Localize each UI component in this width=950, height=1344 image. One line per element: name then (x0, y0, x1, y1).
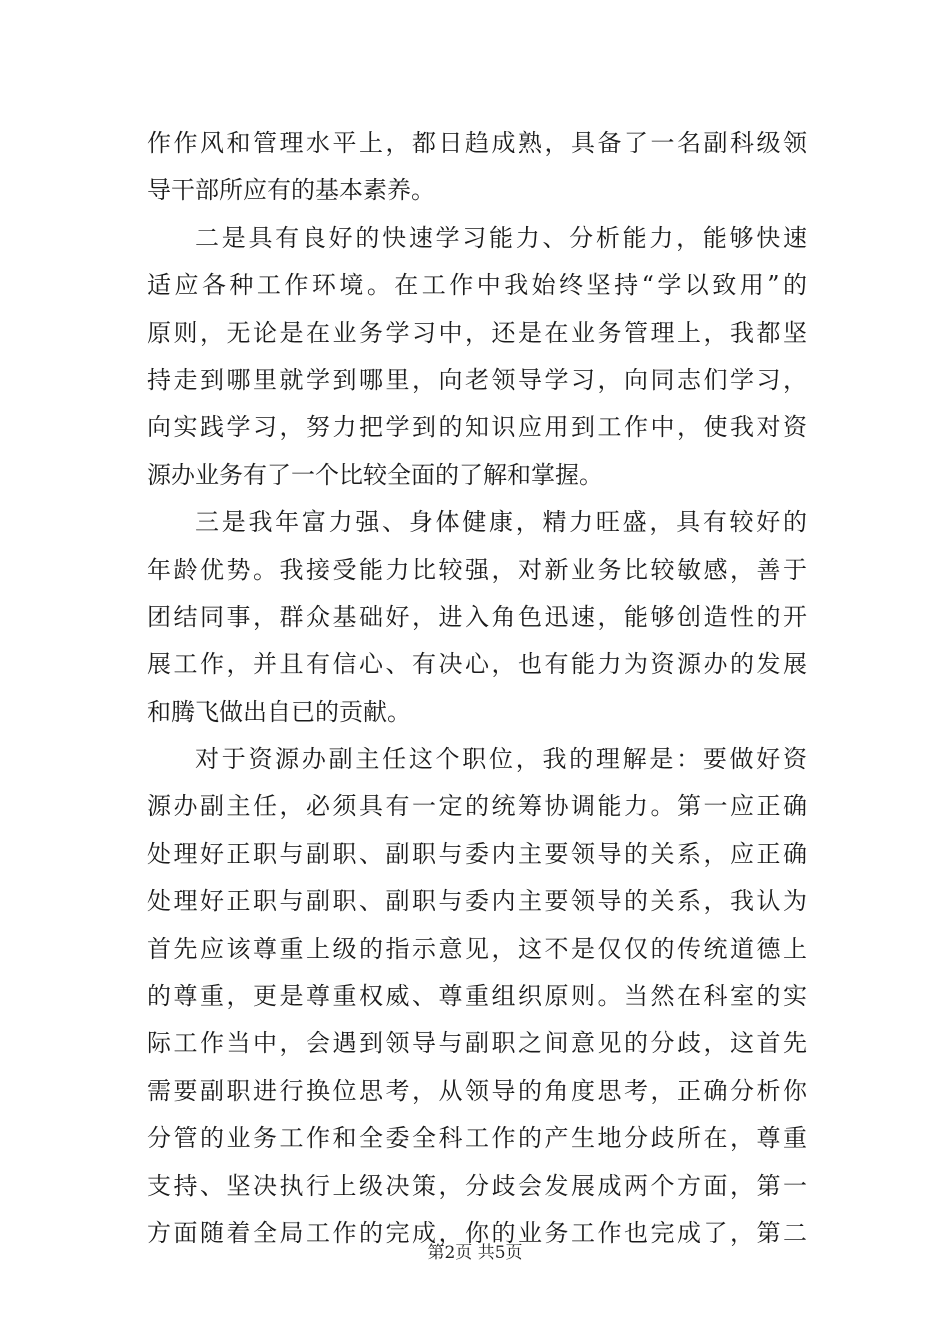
text-line: 持走到哪里就学到哪里，向老领导学习，向同志们学习， (147, 365, 807, 394)
document-body (147, 120, 807, 1257)
text-line: 团结同事，群众基础好，进入角色迅速，能够创造性的开 (147, 602, 807, 631)
text-line: 的尊重，更是尊重权威、尊重组织原则。当然在科室的实 (147, 982, 807, 1011)
text-line: 年龄优势。我接受能力比较强，对新业务比较敏感，善于 (147, 555, 807, 584)
text-line: 导干部所应有的基本素养。 (147, 176, 435, 205)
text-line: 际工作当中，会遇到领导与副职之间意见的分歧，这首先 (147, 1029, 807, 1058)
text-line: 方面随着全局工作的完成，你的业务工作也完成了，第二 (147, 1218, 807, 1247)
text-line: 需要副职进行换位思考，从领导的角度思考，正确分析你 (147, 1076, 807, 1105)
text-line: 原则，无论是在业务学习中，还是在业务管理上，我都坚 (147, 318, 807, 347)
text-line: 分管的业务工作和全委全科工作的产生地分歧所在，尊重 (147, 1124, 807, 1153)
text-line: 首先应该尊重上级的指示意见，这不是仅仅的传统道德上 (147, 934, 807, 963)
text-line: 处理好正职与副职、副职与委内主要领导的关系，我认为 (147, 887, 807, 916)
text-line: 和腾飞做出自已的贡献。 (147, 697, 411, 726)
text-line: 二是具有良好的快速学习能力、分析能力，能够快速 (195, 223, 807, 252)
text-line: 作作风和管理水平上，都日趋成熟，具备了一名副科级领 (147, 129, 807, 157)
page-footer: 第2页 共5页 (427, 1243, 523, 1263)
text-line: 展工作，并且有信心、有决心，也有能力为资源办的发展 (147, 650, 807, 679)
text-line: 向实践学习，努力把学到的知识应用到工作中，使我对资 (147, 413, 807, 442)
text-line: 源办业务有了一个比较全面的了解和掌握。 (147, 460, 603, 489)
text-line: 支持、坚决执行上级决策，分歧会发展成两个方面，第一 (147, 1171, 807, 1200)
text-line: 源办副主任，必须具有一定的统筹协调能力。第一应正确 (147, 792, 807, 821)
text-line: 三是我年富力强、身体健康，精力旺盛，具有较好的 (195, 508, 807, 537)
text-line: 对于资源办副主任这个职位，我的理解是：要做好资 (195, 745, 807, 774)
text-line: 适应各种工作环境。在工作中我始终坚持“学以致用”的 (147, 271, 807, 300)
text-line: 处理好正职与副职、副职与委内主要领导的关系，应正确 (147, 839, 807, 868)
